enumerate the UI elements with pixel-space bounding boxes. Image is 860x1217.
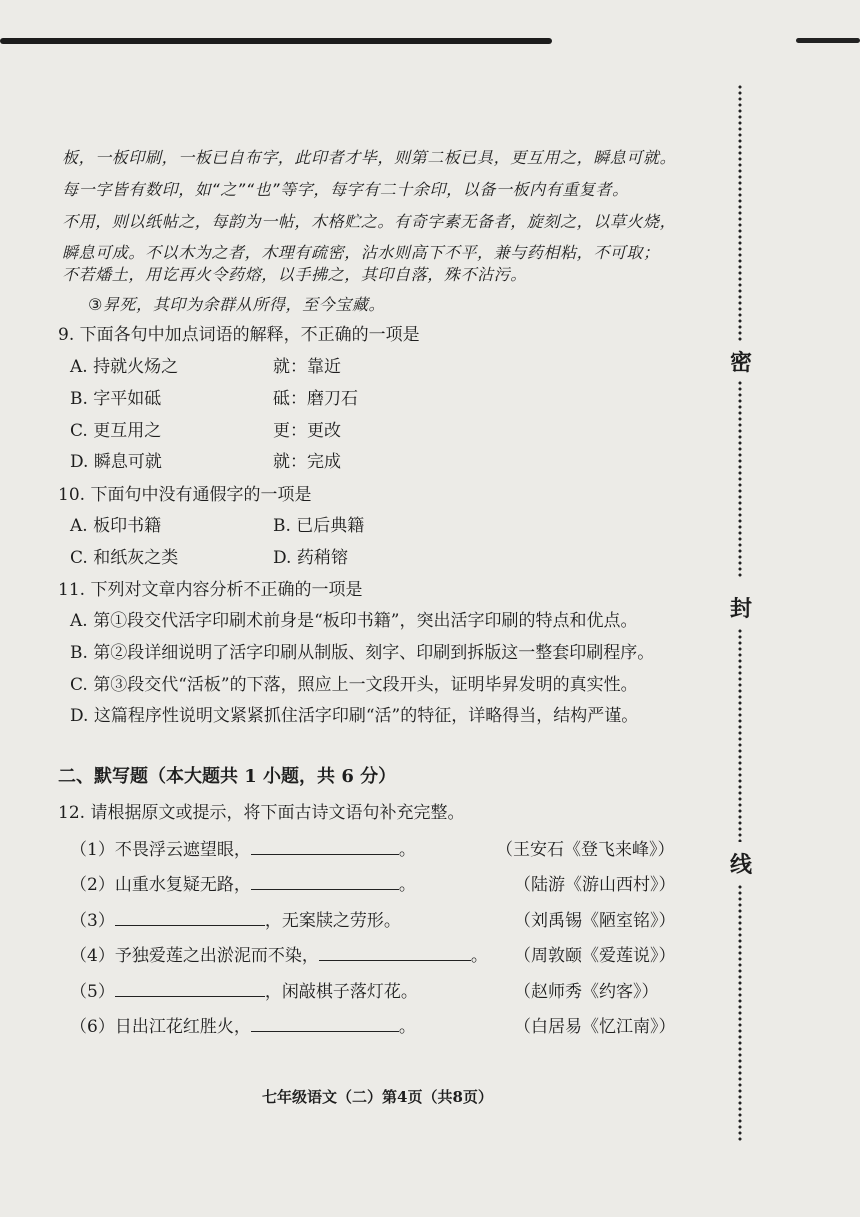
q12-item-4-source: （周敦颐《爱莲说》）: [514, 946, 676, 966]
q10-stem: 10. 下面句中没有通假字的一项是: [58, 485, 312, 505]
q9-option-c: C. 更互用之: [70, 421, 162, 441]
passage-line: 板，一板印刷，一板已自布字，此印者才毕，则第二板已具，更互用之，瞬息可就。: [62, 148, 677, 167]
passage-line: 不若燔土，用讫再火令药熔，以手拂之，其印自落，殊不沾污。: [62, 265, 527, 284]
answer-blank[interactable]: [251, 838, 399, 855]
scan-top-edge: [0, 38, 552, 44]
answer-blank[interactable]: [115, 980, 265, 997]
q9-option-b-meaning: 砥：磨刀石: [273, 389, 358, 409]
q9-option-a-meaning: 就：靠近: [273, 357, 341, 377]
q10-option-d: D. 药稍镕: [273, 548, 348, 568]
q12-item-3: [70, 906, 401, 931]
q11-stem: 11. 下列对文章内容分析不正确的一项是: [58, 580, 363, 600]
item-end: 。: [398, 875, 416, 895]
seal-char-xian: 线: [729, 852, 752, 878]
q9-option-c-meaning: 更：更改: [273, 421, 341, 441]
item-end: ，无案牍之劳形。: [264, 911, 401, 931]
answer-blank[interactable]: [251, 873, 399, 890]
q11-option-d: D. 这篇程序性说明文紧紧抓住活字印刷“活”的特征，详略得当，结构严谨。: [70, 706, 639, 726]
q12-item-2-source: （陆游《游山西村》）: [514, 875, 676, 895]
q9-option-d-meaning: 就：完成: [273, 452, 341, 472]
q11-option-c: C. 第③段交代“活板”的下落，照应上一文段开头，证明毕昇发明的真实性。: [70, 675, 638, 695]
item-number: （6）: [70, 1017, 115, 1037]
item-number: （4）: [70, 946, 115, 966]
q10-option-b: B. 已后典籍: [273, 516, 365, 536]
item-prompt: 日出江花红胜火，: [114, 1017, 251, 1037]
q12-item-6-source: （白居易《忆江南》）: [514, 1017, 676, 1037]
q12-item-5-source: （赵师秀《约客》）: [514, 982, 659, 1002]
q9-option-b: B. 字平如砥: [70, 389, 162, 409]
item-number: （5）: [70, 982, 115, 1002]
scan-top-edge-right: [796, 38, 860, 43]
item-prompt: 予独爱莲之出淤泥而不染，: [114, 946, 319, 966]
q10-option-a: A. 板印书籍: [70, 516, 162, 536]
q12-item-4: [70, 941, 488, 966]
q9-stem: 9. 下面各句中加点词语的解释，不正确的一项是: [58, 325, 420, 345]
seal-dotted-line: [738, 380, 742, 578]
answer-blank[interactable]: [251, 1015, 399, 1032]
seal-dotted-line: [738, 884, 742, 1142]
passage-line: 每一字皆有数印，如“之”“也”等字，每字有二十余印，以备一板内有重复者。: [62, 180, 629, 199]
q12-stem: 12. 请根据原文或提示，将下面古诗文语句补充完整。: [58, 803, 465, 823]
answer-blank[interactable]: [115, 909, 265, 926]
q12-item-3-source: （刘禹锡《陋室铭》）: [514, 911, 676, 931]
passage-paragraph-3: ③昇死，其印为余群从所得，至今宝藏。: [88, 295, 386, 314]
section-2-title: 二、默写题（本大题共 1 小题，共 6 分）: [58, 766, 397, 787]
item-end: 。: [470, 946, 488, 966]
item-number: （1）: [70, 840, 115, 860]
q12-item-1-source: （王安石《登飞来峰》）: [496, 840, 675, 860]
q12-item-5: [70, 977, 418, 1002]
q12-item-1: [70, 835, 416, 860]
item-number: （3）: [70, 911, 115, 931]
item-end: ，闲敲棋子落灯花。: [264, 982, 418, 1002]
q12-item-6: [70, 1012, 416, 1037]
q10-option-c: C. 和纸灰之类: [70, 548, 179, 568]
seal-char-mi: 密: [729, 350, 752, 376]
q12-item-2: [70, 870, 416, 895]
q9-option-d: D. 瞬息可就: [70, 452, 162, 472]
answer-blank[interactable]: [319, 944, 471, 961]
seal-dotted-line: [738, 628, 742, 842]
seal-dotted-line: [738, 84, 742, 342]
item-end: 。: [398, 840, 416, 860]
page-footer: 七年级语文（二）第4页（共8页）: [262, 1088, 493, 1106]
item-number: （2）: [70, 875, 115, 895]
item-prompt: 山重水复疑无路，: [114, 875, 251, 895]
q11-option-a: A. 第①段交代活字印刷术前身是“板印书籍”，突出活字印刷的特点和优点。: [70, 611, 638, 631]
q11-option-b: B. 第②段详细说明了活字印刷从制版、刻字、印刷到拆版这一整套印刷程序。: [70, 643, 655, 663]
q9-option-a: A. 持就火炀之: [70, 357, 179, 377]
seal-char-feng: 封: [729, 596, 752, 622]
item-end: 。: [398, 1017, 416, 1037]
passage-line: 瞬息可成。不以木为之者，木理有疏密，沾水则高下不平，兼与药相粘，不可取；: [62, 243, 660, 262]
item-prompt: 不畏浮云遮望眼，: [114, 840, 251, 860]
passage-line: 不用，则以纸帖之，每韵为一帖，木格贮之。有奇字素无备者，旋刻之，以草火烧，: [62, 212, 677, 231]
